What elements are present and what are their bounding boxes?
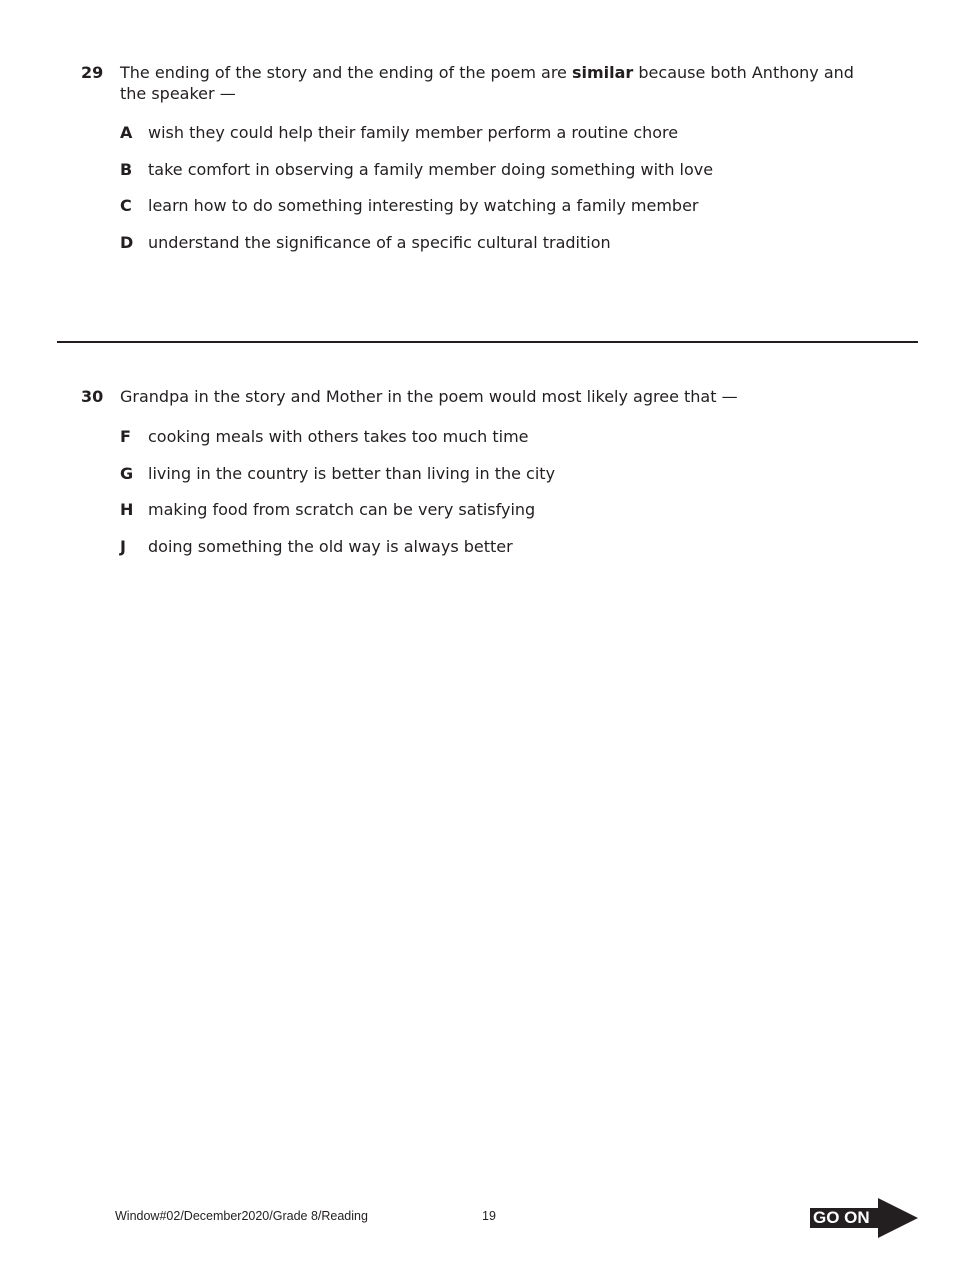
answer-option-b[interactable] xyxy=(120,159,900,196)
option-letter: J xyxy=(120,536,126,556)
option-letter: B xyxy=(120,159,133,179)
question-number: 30 xyxy=(81,387,104,406)
question-stem xyxy=(120,62,880,104)
option-text: living in the country is better than living in the city xyxy=(148,463,556,483)
answer-option-d[interactable] xyxy=(120,232,900,269)
answer-options-30 xyxy=(120,426,900,572)
answer-option-c[interactable] xyxy=(120,195,900,232)
stem-emphasis: similar xyxy=(571,63,634,82)
answer-option-h[interactable] xyxy=(120,499,900,536)
option-letter: G xyxy=(120,463,134,483)
answer-option-a[interactable] xyxy=(120,122,900,159)
option-letter: D xyxy=(120,232,134,252)
option-text: learn how to do something interesting by watching a family member xyxy=(148,196,699,215)
option-letter: A xyxy=(120,123,133,142)
footer-source: Window#02/December2020/Grade 8/Reading xyxy=(115,1209,368,1223)
page-number: 19 xyxy=(482,1209,496,1223)
option-text: take comfort in observing a family member doing something with love xyxy=(148,159,714,179)
question-stem: Grandpa in the story and Mother in the poem would most likely agree that — xyxy=(120,387,738,406)
go-on-label: GO ON xyxy=(813,1208,870,1227)
option-text: understand the significance of a specific cultural tradition xyxy=(148,232,611,252)
option-letter: C xyxy=(120,196,132,215)
stem-text-after: because both Anthony and the speaker — xyxy=(120,63,854,103)
go-on-button[interactable] xyxy=(810,1198,920,1238)
answer-option-f[interactable] xyxy=(120,426,900,463)
option-text: making food from scratch can be very satisfying xyxy=(148,500,536,519)
option-text: doing something the old way is always better xyxy=(148,536,513,556)
option-text: cooking meals with others takes too much time xyxy=(148,427,529,446)
answer-option-g[interactable] xyxy=(120,463,900,500)
option-letter: F xyxy=(120,427,131,446)
section-divider xyxy=(57,341,918,343)
question-number: 29 xyxy=(81,63,104,82)
option-letter: H xyxy=(120,500,134,519)
option-text: wish they could help their family member perform a routine chore xyxy=(148,123,679,142)
stem-text-before: The ending of the story and the ending of the poem are xyxy=(120,63,572,82)
answer-options-29 xyxy=(120,122,900,268)
answer-option-j[interactable] xyxy=(120,536,900,573)
